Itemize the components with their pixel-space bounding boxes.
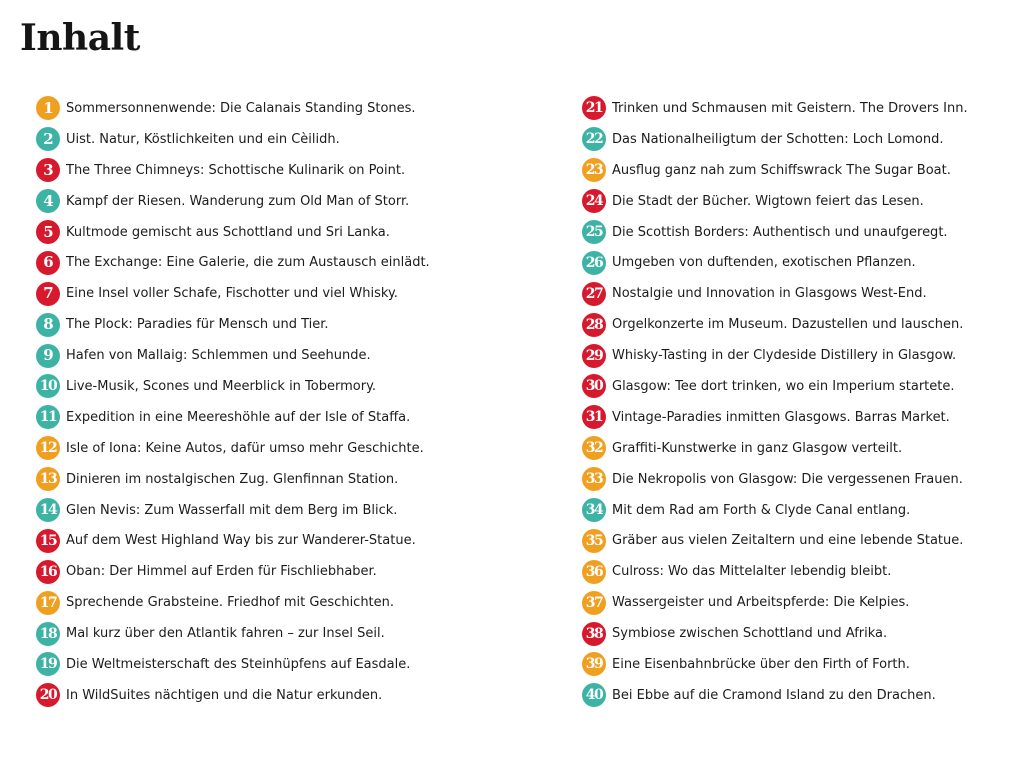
toc-entry[interactable] (582, 402, 1012, 433)
toc-entry[interactable] (36, 155, 536, 186)
toc-entry[interactable] (36, 278, 536, 309)
toc-entry[interactable] (582, 525, 1012, 556)
entry-title: Umgeben von duftenden, exotischen Pflanzen. (612, 255, 916, 271)
entry-number-badge: 10 (36, 374, 60, 398)
toc-entry[interactable] (582, 124, 1012, 155)
entry-title: Mal kurz über den Atlantik fahren – zur Insel Seil. (66, 626, 385, 642)
toc-entry[interactable] (582, 649, 1012, 680)
entry-title: Das Nationalheiligtum der Schotten: Loch Lomond. (612, 131, 944, 147)
entry-title: In WildSuites nächtigen und die Natur erkunden. (66, 687, 383, 703)
entry-title: Wassergeister und Arbeitspferde: Die Kelpies. (612, 595, 910, 611)
entry-title: Whisky-Tasting in der Clydeside Distillery in Glasgow. (612, 348, 957, 364)
entry-number-badge: 30 (582, 374, 606, 398)
entry-number-badge: 11 (36, 405, 60, 429)
entry-title: Hafen von Mallaig: Schlemmen und Seehunde. (66, 348, 371, 364)
toc-entry[interactable] (582, 371, 1012, 402)
entry-title: Glasgow: Tee dort trinken, wo ein Imperium startete. (612, 378, 955, 394)
entry-number-badge: 29 (582, 344, 606, 368)
entry-title: Glen Nevis: Zum Wasserfall mit dem Berg im Blick. (66, 502, 398, 518)
toc-entry[interactable] (36, 680, 536, 711)
toc-entry[interactable] (36, 340, 536, 371)
toc-entry[interactable] (582, 309, 1012, 340)
entry-title: Kultmode gemischt aus Schottland und Sri Lanka. (66, 224, 390, 240)
toc-entry[interactable] (36, 556, 536, 587)
entry-number-badge: 16 (36, 560, 60, 584)
entry-title: Culross: Wo das Mittelalter lebendig bleibt. (612, 564, 892, 580)
entry-number-badge: 24 (582, 189, 606, 213)
toc-column-left (36, 93, 536, 711)
entry-number-badge: 35 (582, 529, 606, 553)
toc-entry[interactable] (36, 186, 536, 217)
entry-title: The Plock: Paradies für Mensch und Tier. (66, 317, 329, 333)
toc-entry[interactable] (582, 340, 1012, 371)
entry-number-badge: 1 (36, 96, 60, 120)
toc-entry[interactable] (582, 278, 1012, 309)
entry-number-badge: 32 (582, 436, 606, 460)
toc-entry[interactable] (36, 402, 536, 433)
entry-title: Ausflug ganz nah zum Schiffswrack The Sugar Boat. (612, 162, 951, 178)
entry-title: Isle of Iona: Keine Autos, dafür umso mehr Geschichte. (66, 440, 424, 456)
toc-column-right (582, 93, 1012, 711)
entry-number-badge: 27 (582, 282, 606, 306)
entry-title: Trinken und Schmausen mit Geistern. The Drovers Inn. (612, 100, 968, 116)
entry-title: Mit dem Rad am Forth & Clyde Canal entlang. (612, 502, 911, 518)
entry-number-badge: 39 (582, 652, 606, 676)
toc-entry[interactable] (36, 618, 536, 649)
entry-title: Die Stadt der Bücher. Wigtown feiert das Lesen. (612, 193, 924, 209)
toc-entry[interactable] (582, 247, 1012, 278)
toc-entry[interactable] (36, 464, 536, 495)
entry-title: Bei Ebbe auf die Cramond Island zu den Drachen. (612, 687, 936, 703)
entry-number-badge: 14 (36, 498, 60, 522)
entry-title: Graffiti-Kunstwerke in ganz Glasgow verteilt. (612, 440, 903, 456)
toc-entry[interactable] (582, 217, 1012, 248)
toc-entry[interactable] (36, 433, 536, 464)
entry-number-badge: 6 (36, 251, 60, 275)
toc-entry[interactable] (582, 93, 1012, 124)
toc-entry[interactable] (36, 587, 536, 618)
toc-entry[interactable] (582, 186, 1012, 217)
toc-entry[interactable] (36, 217, 536, 248)
page-title: Inhalt (20, 17, 140, 59)
entry-number-badge: 17 (36, 591, 60, 615)
entry-number-badge: 3 (36, 158, 60, 182)
toc-entry[interactable] (36, 649, 536, 680)
entry-title: Expedition in eine Meereshöhle auf der Isle of Staffa. (66, 409, 411, 425)
toc-entry[interactable] (36, 495, 536, 526)
toc-entry[interactable] (582, 556, 1012, 587)
entry-title: Eine Insel voller Schafe, Fischotter und viel Whisky. (66, 286, 398, 302)
entry-title: Sommersonnenwende: Die Calanais Standing Stones. (66, 100, 416, 116)
entry-number-badge: 36 (582, 560, 606, 584)
entry-title: Auf dem West Highland Way bis zur Wanderer-Statue. (66, 533, 416, 549)
entry-number-badge: 31 (582, 405, 606, 429)
entry-number-badge: 13 (36, 467, 60, 491)
toc-entry[interactable] (582, 680, 1012, 711)
toc-entry[interactable] (36, 525, 536, 556)
entry-title: Oban: Der Himmel auf Erden für Fischliebhaber. (66, 564, 377, 580)
entry-number-badge: 2 (36, 127, 60, 151)
entry-number-badge: 20 (36, 683, 60, 707)
entry-title: Kampf der Riesen. Wanderung zum Old Man of Storr. (66, 193, 410, 209)
entry-title: Sprechende Grabsteine. Friedhof mit Geschichten. (66, 595, 395, 611)
entry-number-badge: 34 (582, 498, 606, 522)
entry-number-badge: 9 (36, 344, 60, 368)
entry-number-badge: 22 (582, 127, 606, 151)
entry-title: Dinieren im nostalgischen Zug. Glenfinnan Station. (66, 471, 399, 487)
toc-entry[interactable] (582, 495, 1012, 526)
entry-title: The Exchange: Eine Galerie, die zum Austausch einlädt. (66, 255, 430, 271)
entry-number-badge: 25 (582, 220, 606, 244)
entry-number-badge: 38 (582, 622, 606, 646)
entry-number-badge: 4 (36, 189, 60, 213)
entry-number-badge: 21 (582, 96, 606, 120)
toc-entry[interactable] (582, 587, 1012, 618)
toc-entry[interactable] (36, 124, 536, 155)
entry-number-badge: 33 (582, 467, 606, 491)
entry-number-badge: 18 (36, 622, 60, 646)
toc-entry[interactable] (36, 93, 536, 124)
toc-entry[interactable] (36, 309, 536, 340)
entry-title: Live-Musik, Scones und Meerblick in Tobermory. (66, 378, 377, 394)
entry-number-badge: 28 (582, 313, 606, 337)
entry-title: The Three Chimneys: Schottische Kulinarik on Point. (66, 162, 406, 178)
entry-title: Nostalgie und Innovation in Glasgows West-End. (612, 286, 927, 302)
entry-title: Die Scottish Borders: Authentisch und unaufgeregt. (612, 224, 948, 240)
entry-title: Die Weltmeisterschaft des Steinhüpfens auf Easdale. (66, 656, 411, 672)
entry-number-badge: 8 (36, 313, 60, 337)
toc-entry[interactable] (582, 618, 1012, 649)
entry-title: Orgelkonzerte im Museum. Dazustellen und lauschen. (612, 317, 964, 333)
entry-title: Gräber aus vielen Zeitaltern und eine lebende Statue. (612, 533, 964, 549)
entry-title: Eine Eisenbahnbrücke über den Firth of Forth. (612, 656, 910, 672)
entry-number-badge: 37 (582, 591, 606, 615)
toc-entry[interactable] (36, 247, 536, 278)
toc-entry[interactable] (582, 155, 1012, 186)
entry-number-badge: 26 (582, 251, 606, 275)
entry-title: Die Nekropolis von Glasgow: Die vergessenen Frauen. (612, 471, 963, 487)
entry-number-badge: 23 (582, 158, 606, 182)
toc-entry[interactable] (582, 464, 1012, 495)
entry-number-badge: 15 (36, 529, 60, 553)
entry-number-badge: 19 (36, 652, 60, 676)
entry-number-badge: 7 (36, 282, 60, 306)
toc-entry[interactable] (582, 433, 1012, 464)
entry-title: Uist. Natur, Köstlichkeiten und ein Cèilidh. (66, 131, 340, 147)
entry-title: Symbiose zwischen Schottland und Afrika. (612, 626, 888, 642)
entry-number-badge: 40 (582, 683, 606, 707)
entry-number-badge: 5 (36, 220, 60, 244)
entry-number-badge: 12 (36, 436, 60, 460)
toc-entry[interactable] (36, 371, 536, 402)
entry-title: Vintage-Paradies inmitten Glasgows. Barras Market. (612, 409, 950, 425)
